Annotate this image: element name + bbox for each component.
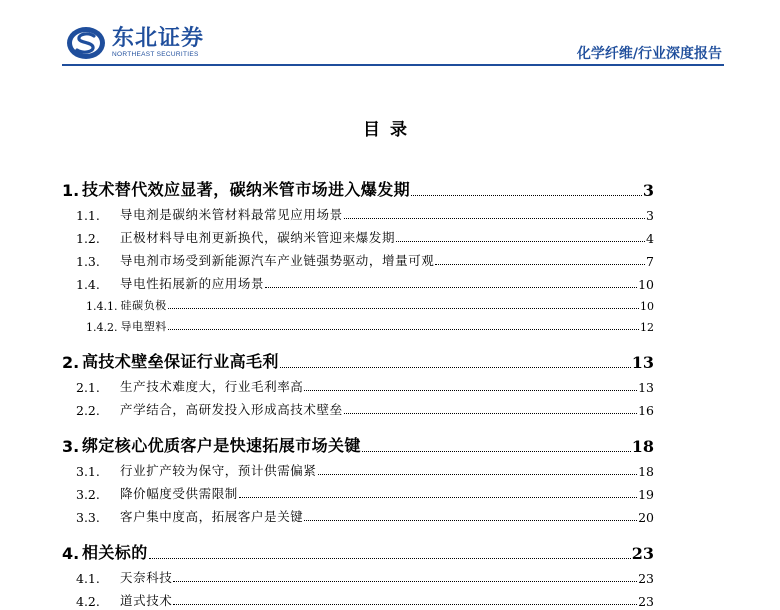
toc-entry-leader bbox=[344, 218, 645, 219]
toc-entry-number: 3.1. bbox=[76, 464, 100, 479]
toc-entry-number: 3.2. bbox=[76, 487, 100, 502]
page-header bbox=[0, 0, 780, 70]
toc-entry[interactable] bbox=[62, 525, 654, 563]
toc-entry[interactable] bbox=[62, 586, 654, 609]
toc-entry-text: 导电剂市场受到新能源汽车产业链强势驱动，增量可观 bbox=[120, 253, 435, 268]
toc-entry-leader bbox=[318, 474, 638, 475]
toc-entry[interactable] bbox=[62, 334, 654, 372]
toc-entry-text: 道式技术 bbox=[120, 593, 173, 608]
toc-entry-number: 2.2. bbox=[76, 403, 100, 418]
company-logo bbox=[66, 26, 204, 60]
toc-entry-text: 技术替代效应显著，碳纳米管市场进入爆发期 bbox=[82, 180, 411, 199]
toc-entry-leader bbox=[280, 367, 631, 368]
toc-entry-text: 天奈科技 bbox=[120, 570, 173, 585]
toc-entry-page: 3 bbox=[646, 208, 654, 223]
toc-entry[interactable] bbox=[62, 200, 654, 223]
toc-entry-number: 3.3. bbox=[76, 510, 100, 525]
toc-entry-leader bbox=[396, 241, 645, 242]
toc-entry-page: 10 bbox=[640, 300, 654, 313]
table-of-contents bbox=[62, 170, 654, 609]
toc-entry-number: 1.2. bbox=[76, 231, 100, 246]
toc-entry-leader bbox=[304, 520, 637, 521]
toc-entry[interactable] bbox=[62, 269, 654, 292]
toc-entry[interactable] bbox=[62, 502, 654, 525]
toc-entry-page: 19 bbox=[638, 487, 654, 502]
toc-entry[interactable] bbox=[62, 170, 654, 200]
toc-entry-text: 生产技术难度大，行业毛利率高 bbox=[120, 379, 304, 394]
toc-entry-page: 7 bbox=[646, 254, 654, 269]
toc-entry-text: 导电性拓展新的应用场景 bbox=[120, 276, 265, 291]
report-type-label: 化学纤维/行业深度报告 bbox=[576, 46, 722, 62]
toc-entry[interactable] bbox=[62, 246, 654, 269]
toc-entry-number: 1.4.1. bbox=[86, 300, 118, 313]
toc-entry[interactable] bbox=[62, 372, 654, 395]
toc-entry-leader bbox=[239, 497, 637, 498]
toc-entry-number: 2. bbox=[62, 353, 80, 372]
toc-entry-leader bbox=[168, 329, 639, 330]
toc-entry-number: 1. bbox=[62, 181, 80, 200]
toc-entry-leader bbox=[411, 195, 642, 196]
toc-entry-leader bbox=[173, 604, 637, 605]
logo-chinese-name: 东北证券 bbox=[112, 26, 205, 51]
toc-entry[interactable] bbox=[62, 292, 654, 313]
toc-entry-page: 3 bbox=[642, 181, 654, 200]
toc-entry-number: 4.1. bbox=[76, 571, 100, 586]
toc-entry[interactable] bbox=[62, 456, 654, 479]
toc-entry-page: 23 bbox=[638, 571, 654, 586]
toc-entry-page: 4 bbox=[646, 231, 654, 246]
toc-entry-page: 16 bbox=[638, 403, 654, 418]
toc-entry-number: 4.2. bbox=[76, 594, 100, 609]
toc-entry-number: 1.1. bbox=[76, 208, 100, 223]
toc-entry-text: 绑定核心优质客户是快速拓展市场关键 bbox=[82, 436, 361, 455]
toc-entry-page: 18 bbox=[631, 437, 654, 456]
toc-entry-text: 行业扩产较为保守，预计供需偏紧 bbox=[120, 463, 317, 478]
toc-entry-page: 10 bbox=[638, 277, 654, 292]
toc-entry-leader bbox=[304, 390, 637, 391]
toc-entry-text: 高技术壁垒保证行业高毛利 bbox=[82, 352, 279, 371]
toc-entry[interactable] bbox=[62, 313, 654, 334]
toc-entry-text: 正极材料导电剂更新换代，碳纳米管迎来爆发期 bbox=[120, 230, 396, 245]
toc-entry-page: 23 bbox=[631, 544, 654, 563]
toc-entry[interactable] bbox=[62, 479, 654, 502]
toc-entry-leader bbox=[168, 308, 639, 309]
toc-entry-page: 13 bbox=[638, 380, 654, 395]
toc-entry-page: 23 bbox=[638, 594, 654, 609]
toc-entry-text: 相关标的 bbox=[82, 543, 148, 562]
toc-entry-text: 客户集中度高，拓展客户是关键 bbox=[120, 509, 304, 524]
toc-entry-page: 20 bbox=[638, 510, 654, 525]
toc-entry-number: 1.3. bbox=[76, 254, 100, 269]
toc-entry-number: 2.1. bbox=[76, 380, 100, 395]
toc-entry-leader bbox=[149, 558, 631, 559]
toc-entry-number: 1.4. bbox=[76, 277, 100, 292]
logo-english-name: NORTHEAST SECURITIES bbox=[112, 51, 199, 58]
toc-entry-text: 硅碳负极 bbox=[120, 299, 167, 312]
toc-entry-leader bbox=[344, 413, 637, 414]
toc-entry[interactable] bbox=[62, 418, 654, 456]
toc-entry-page: 12 bbox=[640, 321, 654, 334]
toc-entry-leader bbox=[173, 581, 637, 582]
toc-title: 目录 bbox=[363, 120, 417, 140]
toc-entry[interactable] bbox=[62, 223, 654, 246]
toc-entry[interactable] bbox=[62, 395, 654, 418]
toc-entry-page: 13 bbox=[631, 353, 654, 372]
toc-entry-number: 3. bbox=[62, 437, 80, 456]
toc-entry-text: 导电塑料 bbox=[120, 320, 167, 333]
toc-entry-text: 降价幅度受供需限制 bbox=[120, 486, 238, 501]
company-logo-icon bbox=[66, 26, 106, 60]
toc-entry-leader bbox=[362, 451, 631, 452]
toc-entry[interactable] bbox=[62, 563, 654, 586]
toc-entry-number: 1.4.2. bbox=[86, 321, 118, 334]
toc-entry-text: 导电剂是碳纳米管材料最常见应用场景 bbox=[120, 207, 343, 222]
toc-entry-leader bbox=[435, 264, 645, 265]
header-divider bbox=[62, 64, 724, 66]
toc-entry-page: 18 bbox=[638, 464, 654, 479]
toc-entry-leader bbox=[265, 287, 637, 288]
toc-entry-text: 产学结合，高研发投入形成高技术壁垒 bbox=[120, 402, 343, 417]
toc-entry-number: 4. bbox=[62, 544, 80, 563]
